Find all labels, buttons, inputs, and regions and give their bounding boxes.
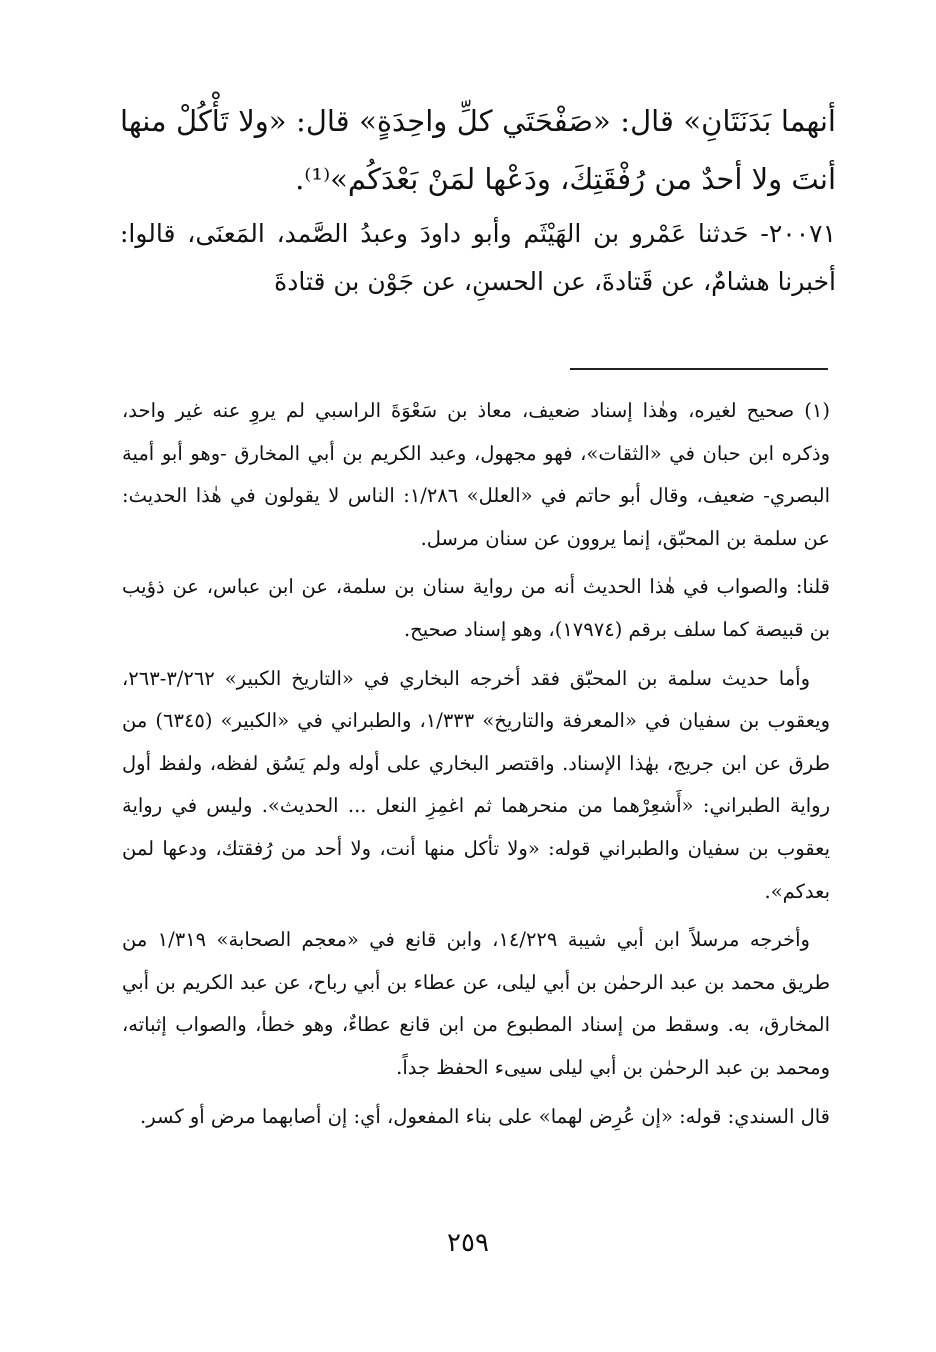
footnote-paragraph: وأما حديث سلمة بن المحبّق فقد أخرجه البخاري في «التاريخ الكبير» ٣/٢٦٢-٢٦٣، ويعقوب بن سفيان في «المعرفة والتاريخ» ١/٣٣٣، والطبراني في «الكبير» (٦٣٤٥) من طرق عن ابن جريج، بهٰذا الإسناد. واقتصر البخاري على أوله ولم يَسُق لفظه، ولفظ أول رواية الطبراني: «أَشعِرْهما من منحرهما ثم اغمِزِ النعل ... الحديث». وليس في رواية يعقوب بن سفيان والطبراني قوله: «ولا تأكل منها أنت، ولا أحد من رُفقتك، ودعها لمن بعدكم». [122, 666, 830, 903]
footnote-paragraph: وأخرجه مرسلاً ابن أبي شيبة ١٤/٢٢٩، وابن قانع في «معجم الصحابة» ١/٣١٩ من طريق محمد بن عبد الرحمٰن بن أبي ليلى، عن عطاء بن أبي رباح، عن عبد الكريم بن أبي المخارق، به. وسقط من إسناد المطبوع من ابن قانع عطاءٌ، وهو خطأ، والصواب إثباته، ومحمد بن عبد الرحمٰن بن أبي ليلى سيىء الحفظ جداً. [122, 928, 830, 1079]
footnotes-section [122, 390, 830, 1144]
main-text-paragraph-1: أنهما بَدَنَتَانِ» قال: «صَفْحَتَي كلِّ واحِدَةٍ» قال: «ولا تَأْكُلْ منها أنتَ ولا أحدٌ من رُفْقَتِكَ، ودَعْها لمَنْ بَعْدَكُم»⁽¹⁾. [120, 104, 836, 196]
hadith-paragraph-20071: ٢٠٠٧١- حَدثنا عَمْرو بن الهَيْثَم وأبو داودَ وعبدُ الصَّمد، المَعنَى، قالوا: أخبرنا هشامٌ، عن قَتادةَ، عن الحسنِ، عن جَوْن بن قتادةَ [120, 219, 836, 296]
footnote-paragraph: قال السندي: قوله: «إن عُرِض لهما» على بناء المفعول، أي: إن أصابهما مرض أو كسر. [140, 1104, 830, 1128]
footnote-1: (١) صحيح لغيره، وهٰذا إسناد ضعيف، معاذ بن سَعْوَةَ الراسبي لم يروِ عنه غير واحد، وذكره ابن حبان في «الثقات»، فهو مجهول، وعبد الكريم بن أبي المخارق -وهو أبو أمية البصري- ضعيف، وقال أبو حاتم في «العلل» ١/٢٨٦: الناس لا يقولون في هٰذا الحديث: عن سلمة بن المحبّق، إنما يروون عن سنان مرسل. [122, 399, 830, 550]
page-number: ٢٥٩ [447, 1228, 489, 1258]
footnote-divider [570, 368, 828, 370]
footnote-paragraph: قلنا: والصواب في هٰذا الحديث أنه من رواية سنان بن سلمة، عن ابن عباس، عن ذؤيب بن قبيصة كما سلف برقم (١٧٩٧٤)، وهو إسناد صحيح. [122, 575, 830, 641]
